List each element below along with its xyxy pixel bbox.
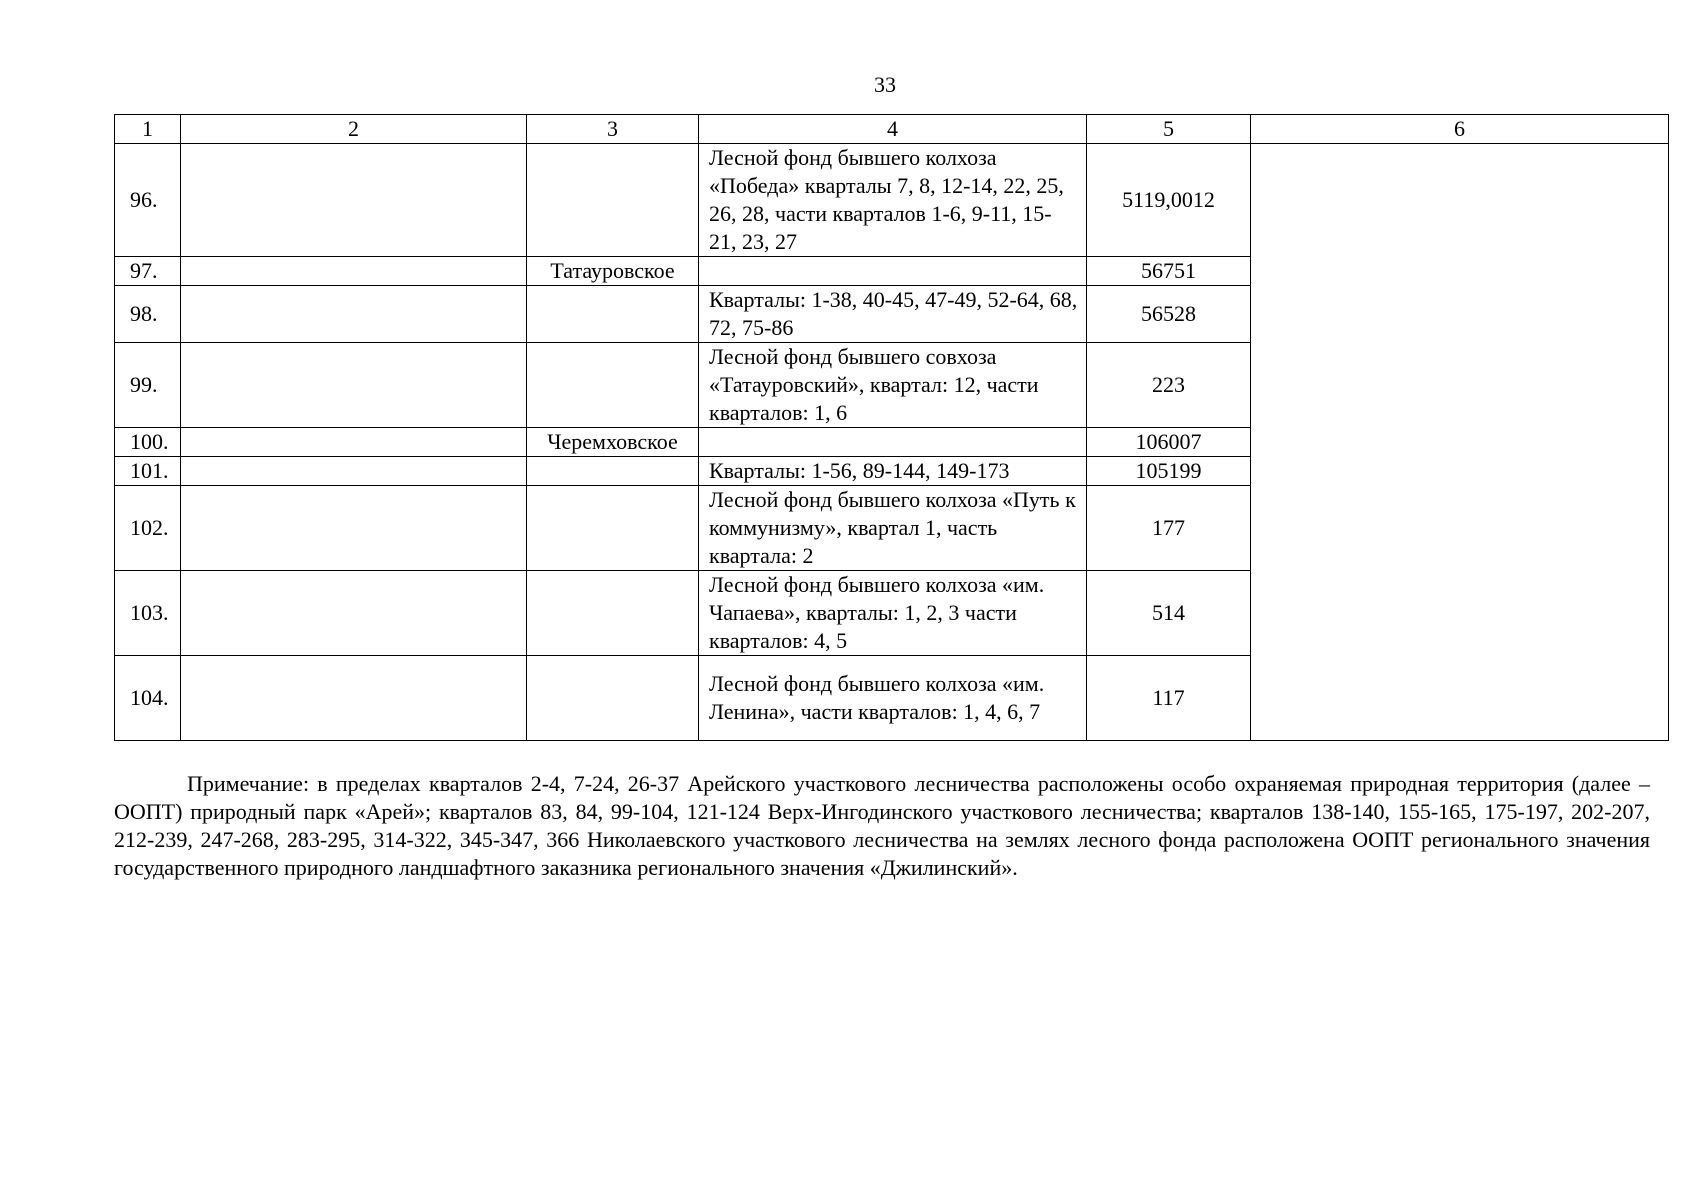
cell-col5: 56528	[1087, 286, 1251, 343]
row-number: 100.	[115, 428, 181, 457]
table-header-row	[115, 115, 1669, 144]
cell-col2	[181, 144, 527, 257]
row-number: 98.	[115, 286, 181, 343]
cell-col3	[527, 286, 699, 343]
row-number: 101.	[115, 457, 181, 486]
cell-col4	[699, 257, 1087, 286]
cell-col4: Лесной фонд бывшего колхоза «им. Чапаева», кварталы: 1, 2, 3 части кварталов: 4, 5	[699, 571, 1087, 656]
cell-col2	[181, 343, 527, 428]
cell-col4: Лесной фонд бывшего колхоза «Победа» кварталы 7, 8, 12-14, 22, 25, 26, 28, части кварталов 1-6, 9-11, 15-21, 23, 27	[699, 144, 1087, 257]
cell-col3: Черемховское	[527, 428, 699, 457]
footnote-paragraph: Примечание: в пределах кварталов 2-4, 7-24, 26-37 Арейского участкового лесничества расположены особо охраняемая природная территория (далее – ООПТ) природный парк «Арей»; кварталов 83, 84, 99-104, 121-124 Верх-Ингодинского участкового лесничества; кварталов 138-140, 155-165, 175-197, 202-207, 212-239, 247-268, 283-295, 314-322, 345-347, 366 Николаевского участкового лесничества на землях лесного фонда расположена ООПТ регионального значения государственного природного ландшафтного заказника регионального значения «Джилинский».	[114, 771, 1650, 880]
cell-col6	[1251, 144, 1669, 741]
row-number: 103.	[115, 571, 181, 656]
cell-col2	[181, 571, 527, 656]
cell-col3	[527, 656, 699, 741]
cell-col3	[527, 343, 699, 428]
cell-col5: 106007	[1087, 428, 1251, 457]
cell-col3	[527, 571, 699, 656]
page-number: 33	[874, 72, 896, 97]
cell-col4: Лесной фонд бывшего колхоза «Путь к коммунизму», квартал 1, часть квартала: 2	[699, 486, 1087, 571]
cell-col4: Кварталы: 1-56, 89-144, 149-173	[699, 457, 1087, 486]
cell-col2	[181, 428, 527, 457]
cell-col5: 105199	[1087, 457, 1251, 486]
row-number: 99.	[115, 343, 181, 428]
cell-col3	[527, 457, 699, 486]
cell-col5: 5119,0012	[1087, 144, 1251, 257]
row-number: 97.	[115, 257, 181, 286]
table-row	[115, 144, 1669, 257]
column-header: 2	[181, 115, 527, 144]
column-header: 4	[699, 115, 1087, 144]
cell-col5: 223	[1087, 343, 1251, 428]
column-header: 5	[1087, 115, 1251, 144]
cell-col4: Лесной фонд бывшего колхоза «им. Ленина», части кварталов: 1, 4, 6, 7	[699, 656, 1087, 741]
column-header: 1	[115, 115, 181, 144]
cell-col4	[699, 428, 1087, 457]
cell-col3	[527, 144, 699, 257]
cell-col4: Лесной фонд бывшего совхоза «Татауровский», квартал: 12, части кварталов: 1, 6	[699, 343, 1087, 428]
cell-col2	[181, 257, 527, 286]
column-header: 3	[527, 115, 699, 144]
cell-col5: 56751	[1087, 257, 1251, 286]
cell-col5: 514	[1087, 571, 1251, 656]
cell-col3	[527, 486, 699, 571]
column-header: 6	[1251, 115, 1669, 144]
forest-fund-table	[114, 114, 1669, 741]
cell-col2	[181, 656, 527, 741]
cell-col5: 177	[1087, 486, 1251, 571]
cell-col2	[181, 457, 527, 486]
row-number: 102.	[115, 486, 181, 571]
cell-col3: Татауровское	[527, 257, 699, 286]
cell-col5: 117	[1087, 656, 1251, 741]
cell-col2	[181, 286, 527, 343]
cell-col2	[181, 486, 527, 571]
row-number: 104.	[115, 656, 181, 741]
cell-col4: Кварталы: 1-38, 40-45, 47-49, 52-64, 68, 72, 75-86	[699, 286, 1087, 343]
row-number: 96.	[115, 144, 181, 257]
